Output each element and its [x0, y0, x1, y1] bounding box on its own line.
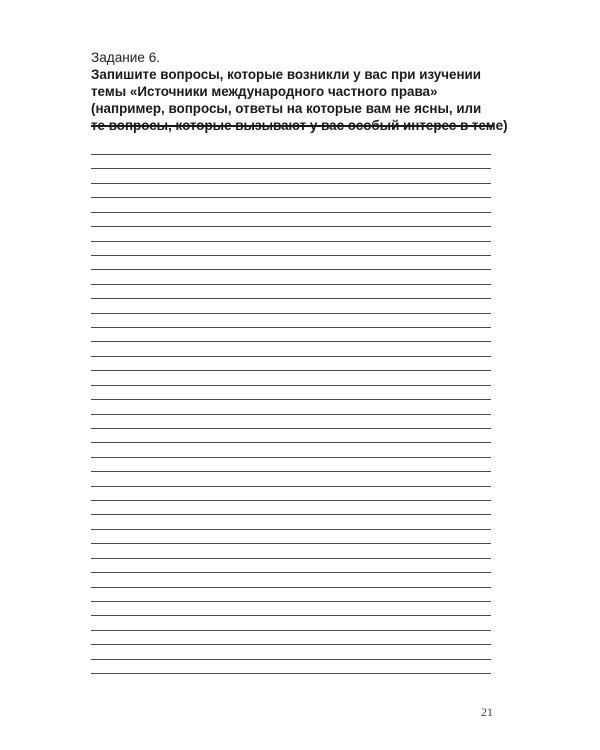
answer-line[interactable]	[91, 644, 491, 645]
answer-line[interactable]	[91, 442, 491, 443]
answer-line[interactable]	[91, 212, 491, 213]
answer-line[interactable]	[91, 428, 491, 429]
answer-line[interactable]	[91, 558, 491, 559]
answer-line[interactable]	[91, 298, 491, 299]
task-instruction-line: те вопросы, которые вызывают у вас особый интерес в теме)	[91, 118, 508, 133]
answer-line[interactable]	[91, 183, 491, 184]
answer-line[interactable]	[91, 457, 491, 458]
answer-line[interactable]	[91, 327, 491, 328]
answer-line[interactable]	[91, 370, 491, 371]
answer-line[interactable]	[91, 168, 491, 169]
task-instruction-line: Запишите вопросы, которые возникли у вас при изучении	[91, 67, 482, 82]
answer-line[interactable]	[91, 673, 491, 674]
answer-line[interactable]	[91, 659, 491, 660]
answer-line[interactable]	[91, 414, 491, 415]
answer-line[interactable]	[91, 471, 491, 472]
answer-line[interactable]	[91, 313, 491, 314]
answer-lines-area[interactable]	[91, 0, 491, 750]
answer-line[interactable]	[91, 601, 491, 602]
answer-line[interactable]	[91, 399, 491, 400]
answer-line[interactable]	[91, 241, 491, 242]
answer-line[interactable]	[91, 572, 491, 573]
task-instruction-line: (например, вопросы, ответы на которые вам не ясны, или	[91, 101, 482, 116]
answer-line[interactable]	[91, 356, 491, 357]
answer-line[interactable]	[91, 529, 491, 530]
answer-line[interactable]	[91, 385, 491, 386]
answer-line[interactable]	[91, 587, 491, 588]
answer-line[interactable]	[91, 500, 491, 501]
answer-line[interactable]	[91, 543, 491, 544]
answer-line[interactable]	[91, 154, 491, 155]
task-instruction-line: темы «Источники международного частного права»	[91, 84, 438, 99]
answer-line[interactable]	[91, 341, 491, 342]
task-label: Задание 6.	[91, 50, 161, 65]
answer-line[interactable]	[91, 284, 491, 285]
answer-line[interactable]	[91, 615, 491, 616]
answer-line[interactable]	[91, 269, 491, 270]
answer-line[interactable]	[91, 226, 491, 227]
answer-line[interactable]	[91, 630, 491, 631]
page-number: 21	[481, 705, 493, 719]
answer-line[interactable]	[91, 197, 491, 198]
answer-line[interactable]	[91, 514, 491, 515]
answer-line[interactable]	[91, 255, 491, 256]
answer-line[interactable]	[91, 486, 491, 487]
